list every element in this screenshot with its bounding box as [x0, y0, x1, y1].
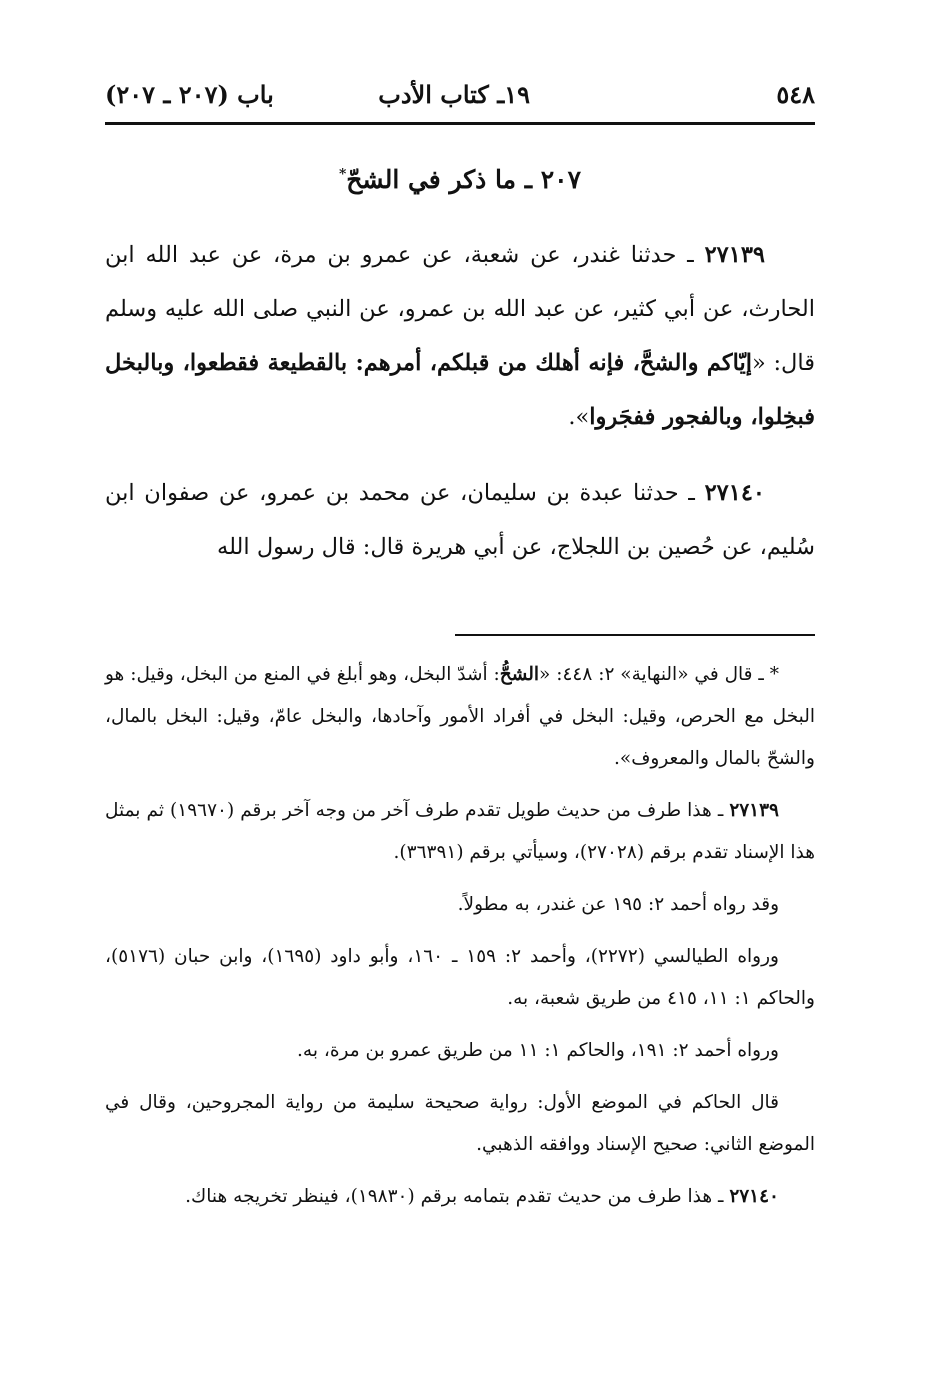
hadith-matn: إيّاكم والشحَّ، فإنه أهلك من قبلكم، أمرهم: بالقطيعة فقطعوا، وبالبخل فبخِلوا، وبالفجور ففجَروا [105, 350, 815, 430]
footnote-text: ـ هذا طرف من حديث طويل تقدم طرف آخر من وجه آخر برقم (١٩٦٧٠) ثم بمثل هذا الإسناد تقدم برقم (٢٧٠٢٨)، وسيأتي برقم (٣٦٣٩١). [105, 800, 815, 863]
footnote-line: ورواه الطيالسي (٢٢٧٢)، وأحمد ٢: ١٥٩ ـ ١٦٠، وأبو داود (١٦٩٥)، وابن حبان (٥١٧٦)، والحاكم ١: ١١، ٤١٥ من طريق شعبة، به. [105, 946, 815, 1009]
footnote-line: وقد رواه أحمد ٢: ١٩٥ عن غندر، به مطولاً. [457, 894, 779, 915]
hadith-number: ٢٧١٣٩ [704, 242, 765, 268]
footnote-number: ٢٧١٣٩ [729, 800, 779, 821]
footnote-text: ـ هذا طرف من حديث تقدم بتمامه برقم (١٩٨٣٠)، فينظر تخريجه هناك. [185, 1186, 730, 1207]
footnote-number: ٢٧١٤٠ [729, 1186, 779, 1207]
section-title-text: ٢٠٧ ـ ما ذكر في الشحّ [346, 165, 582, 194]
chapter-range: باب (٢٠٧ ـ ٢٠٧) [105, 80, 274, 109]
footnote-line: ورواه أحمد ٢: ١٩١، والحاكم ١: ١١ من طريق عمرو بن مرة، به. [297, 1040, 779, 1061]
footnote-marker: * [338, 166, 347, 183]
footnote-separator [455, 634, 815, 636]
footnote-27140 [105, 1176, 815, 1218]
footnote-star [105, 654, 815, 780]
footnote-27139 [105, 790, 815, 874]
footnote-term: الشحُّ [499, 664, 540, 685]
hadith-number: ٢٧١٤٠ [704, 480, 765, 506]
hadith-chain: ـ حدثنا غندر، عن شعبة، عن عمرو بن مرة، عن عبد الله ابن الحارث، عن أبي كثير، عن عبد الله بن عمرو، عن النبي صلى الله عليه وسلم قال: « [105, 242, 815, 376]
footnote-text: : أشدّ البخل، وهو أبلغ في المنع من البخل، وقيل: هو البخل مع الحرص، وقيل: البخل في أفراد الأمور وآحادها، والبخل عامّ، وقيل: البخل بالمال، والشحّ بالمال والمعروف». [105, 664, 815, 769]
footnote-lead: * ـ قال في «النهاية» ٢: ٤٤٨: « [539, 664, 779, 685]
footnote-line: قال الحاكم في الموضع الأول: رواية صحيحة سليمة من رواية المجروحين، وقال في الموضع الثاني: صحيح الإسناد ووافقه الذهبي. [105, 1092, 815, 1155]
book-page [105, 70, 815, 1228]
header-rule [105, 122, 815, 125]
hadith-chain: ـ حدثنا عبدة بن سليمان، عن محمد بن عمرو، عن صفوان ابن سُليم، عن حُصين بن اللجلاج، عن أبي هريرة قال: قال رسول الله [105, 480, 815, 560]
page-number: ٥٤٨ [776, 80, 815, 109]
hadith-paragraph [105, 466, 815, 574]
section-title [105, 165, 815, 194]
hadith-close: ». [568, 404, 590, 430]
book-title: ١٩ـ كتاب الأدب [378, 80, 530, 109]
running-header [105, 70, 815, 118]
hadith-paragraph [105, 228, 815, 444]
